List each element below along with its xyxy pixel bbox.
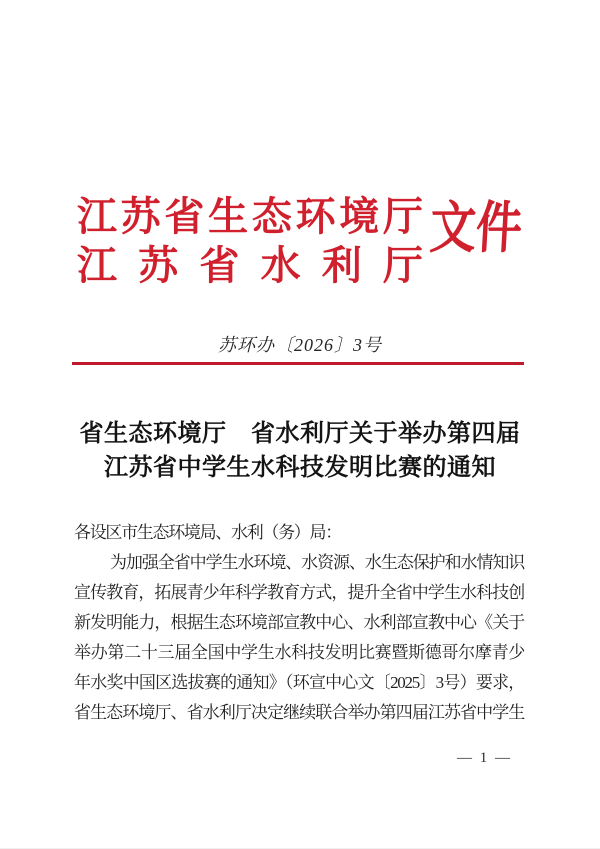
body-paragraph-line: 年水奖中国区选拔赛的通知》（环宣中心文〔2025〕3号）要求， bbox=[74, 673, 524, 692]
letterhead bbox=[77, 192, 423, 290]
notice-title bbox=[0, 417, 600, 485]
red-divider-rule bbox=[72, 362, 524, 365]
body-paragraph-line: 举办第二十三届全国中学生水科技发明比赛暨斯德哥尔摩青少 bbox=[74, 643, 524, 662]
notice-title-line1: 省生态环境厅 省水利厅关于举办第四届 bbox=[79, 421, 521, 447]
body-paragraph-line: 宣传教育，拓展青少年科学教育方式，提升全省中学生水科技创 bbox=[74, 583, 524, 602]
org-name-line2: 江苏省水利厅 bbox=[77, 243, 423, 288]
body-paragraph-line: 为加强全省中学生水环境、水资源、水生态保护和水情知识 bbox=[110, 553, 524, 572]
org-name-line1: 江苏省生态环境厅 bbox=[77, 194, 423, 239]
page-number: — 1 — bbox=[457, 750, 512, 766]
body-paragraph-line: 省生态环境厅、省水利厅决定继续联合举办第四届江苏省中学生 bbox=[74, 703, 524, 722]
salutation-line: 各设区市生态环境局、水利（务）局： bbox=[74, 523, 341, 542]
notice-title-line2: 江苏省中学生水科技发明比赛的通知 bbox=[104, 455, 496, 481]
body-text bbox=[74, 518, 524, 728]
doc-number: 苏环办〔2026〕3号 bbox=[218, 335, 382, 355]
doc-type-label: 文件 bbox=[428, 198, 524, 260]
body-paragraph-line: 新发明能力，根据生态环境部宣教中心、水利部宣教中心《关于 bbox=[74, 613, 524, 632]
